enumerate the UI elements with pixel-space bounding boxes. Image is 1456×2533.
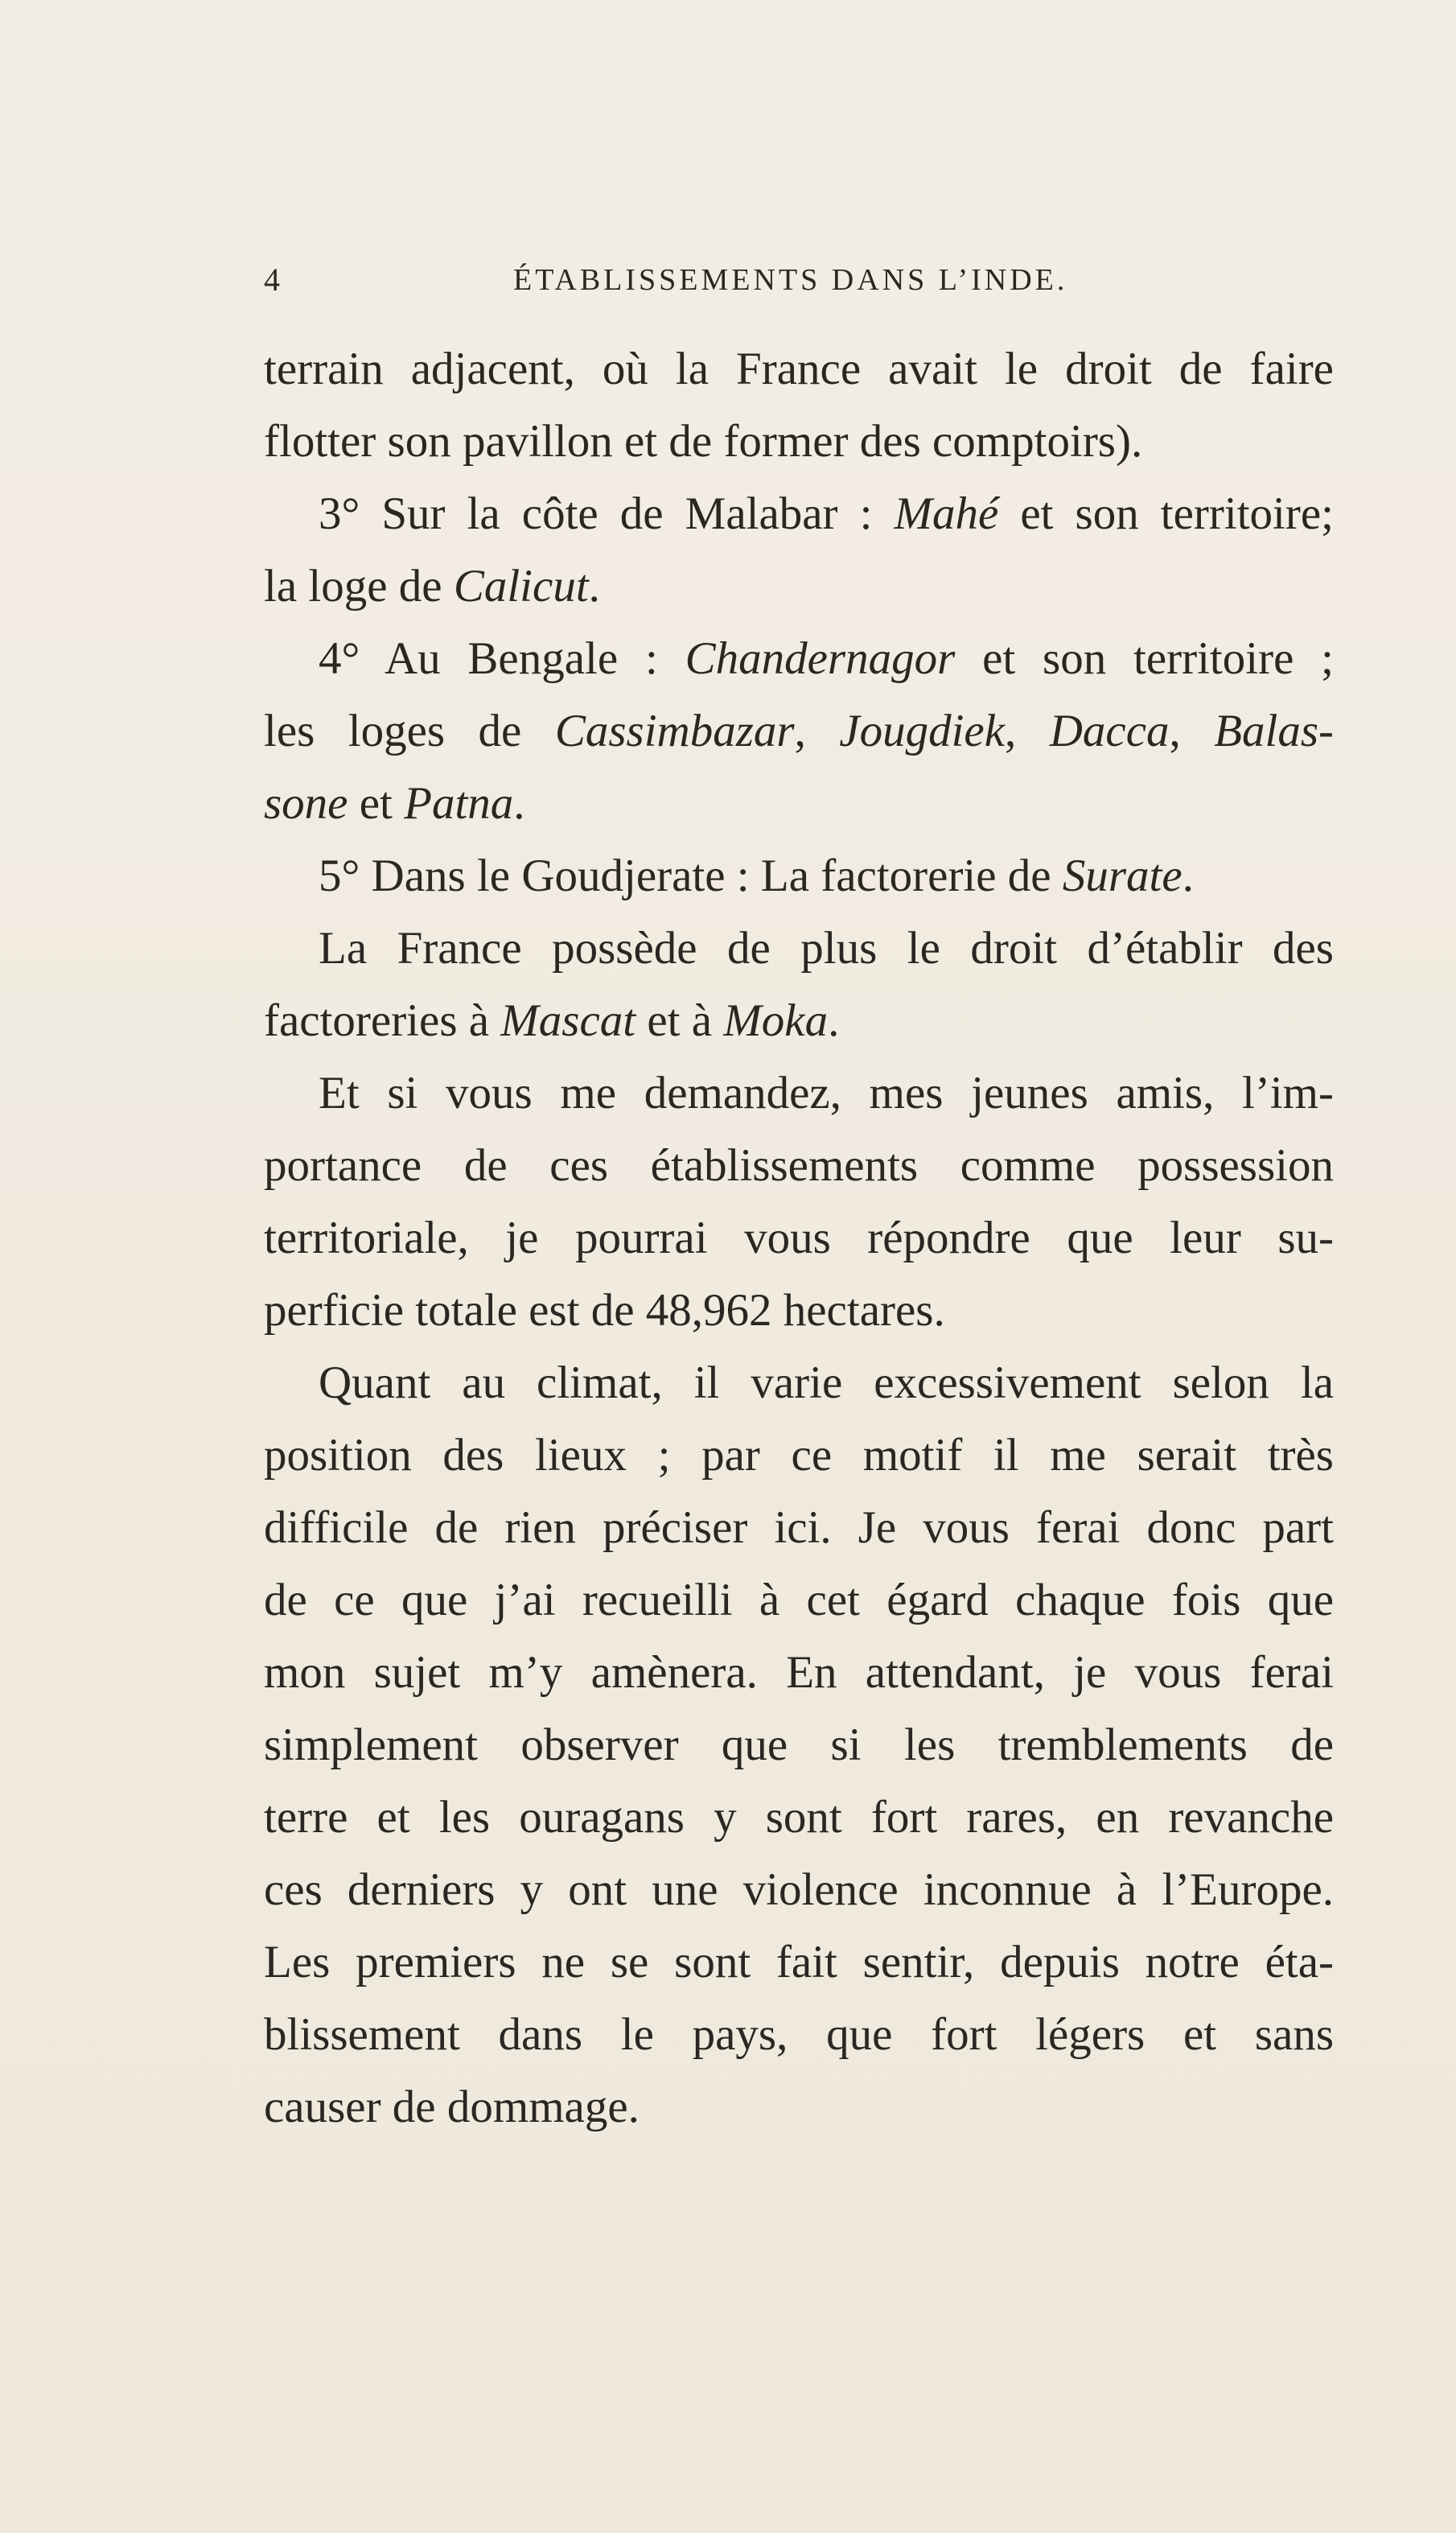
italic-term: sone — [264, 778, 348, 829]
text-line: terrain adjacent, où la France avait le droit de faire — [264, 344, 1334, 394]
body-text — [264, 333, 1334, 2144]
italic-term: Balas- — [1214, 706, 1335, 756]
text-line: blissement dans le pays, que fort légers et sans — [264, 2009, 1334, 2060]
text-line: ces derniers y ont une violence inconnue à l’Europe. — [264, 1864, 1334, 1915]
running-title: ÉTABLISSEMENTS DANS L’INDE. — [513, 263, 1068, 297]
running-head — [264, 256, 1334, 304]
text-line: Quant au climat, il varie excessivement selon la — [319, 1357, 1334, 1408]
text-line: flotter son pavillon et de former des comptoirs). — [264, 416, 1143, 467]
text-line: les loges de Cassimbazar, Jougdiek, Dacca, Balas- — [264, 706, 1335, 756]
italic-term: Calicut — [453, 561, 589, 612]
italic-term: Cassimbazar — [554, 706, 795, 756]
text-line: factoreries à Mascat et à Moka. — [264, 995, 840, 1046]
text-line: perficie totale est de 48,962 hectares. — [264, 1285, 945, 1336]
text-line: mon sujet m’y amènera. En attendant, je vous ferai — [264, 1647, 1334, 1698]
italic-term: Surate — [1062, 851, 1182, 901]
text-line: portance de ces établissements comme possession — [264, 1140, 1334, 1191]
text-line: territoriale, je pourrai vous répondre que leur su- — [264, 1213, 1334, 1263]
text-line: terre et les ouragans y sont fort rares, en revanche — [264, 1792, 1334, 1843]
text-line: 5° Dans le Goudjerate : La factorerie de Surate. — [319, 851, 1194, 901]
text-line: La France possède de plus le droit d’établir des — [319, 923, 1334, 974]
text-line: 4° Au Bengale : Chandernagor et son territoire ; — [319, 633, 1335, 684]
text-line: position des lieux ; par ce motif il me serait très — [264, 1430, 1334, 1481]
italic-term: Jougdiek — [839, 706, 1006, 756]
italic-term: Patna — [404, 778, 514, 829]
text-line: difficile de rien préciser ici. Je vous ferai donc part — [264, 1502, 1334, 1553]
text-line: 3° Sur la côte de Malabar : Mahé et son territoire; — [319, 488, 1334, 539]
italic-term: Mascat — [500, 995, 636, 1046]
text-line: Les premiers ne se sont fait sentir, depuis notre éta- — [264, 1937, 1334, 1987]
italic-term: Moka — [723, 995, 829, 1046]
italic-term: Chandernagor — [685, 633, 956, 684]
page-number: 4 — [264, 262, 280, 298]
text-line: causer de dommage. — [264, 2082, 640, 2132]
text-line: Et si vous me demandez, mes jeunes amis, l’im- — [319, 1068, 1334, 1118]
text-line: simplement observer que si les tremblements de — [264, 1720, 1334, 1770]
text-line: la loge de Calicut. — [264, 561, 600, 612]
text-line: sone et Patna. — [264, 778, 525, 829]
text-line: de ce que j’ai recueilli à cet égard chaque fois que — [264, 1575, 1334, 1625]
italic-term: Dacca — [1049, 706, 1170, 756]
italic-term: Mahé — [894, 488, 999, 539]
